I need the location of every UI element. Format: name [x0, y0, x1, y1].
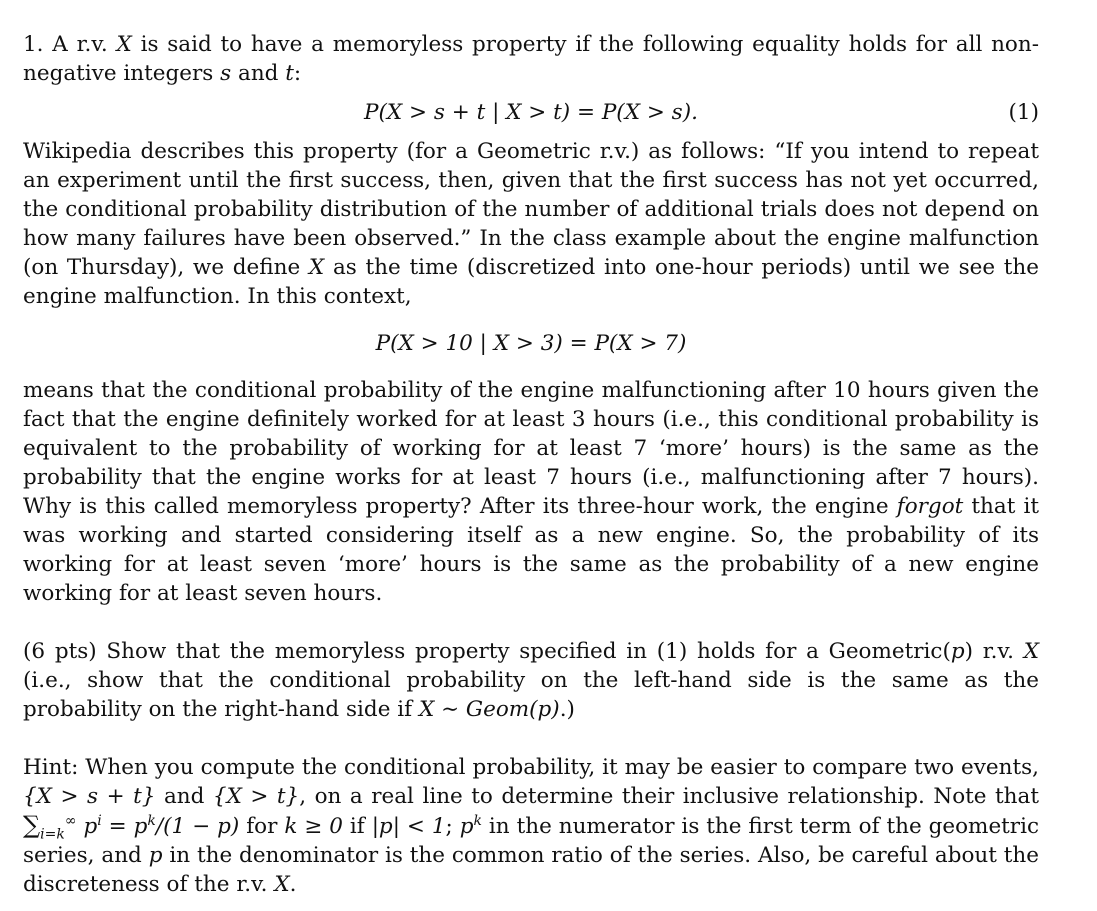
equation-1-label: (1) [1008, 100, 1039, 125]
equation-engine-example: P(X > 10 | X > 3) = P(X > 7) [375, 331, 687, 356]
emphasis-forgot: forgot [896, 494, 964, 519]
problem-number: 1. [23, 32, 44, 57]
problem-intro: 1. A r.v. X is said to have a memoryless property if the following equality holds for all non-negative integers s and t: [23, 32, 1039, 86]
equation-1-body: P(X > s + t | X > t) = P(X > s). [364, 100, 698, 125]
wikipedia-paragraph: Wikipedia describes this property (for a Geometric r.v.) as follows: “If you intend to repeat an experiment until the first success, then, given that the first success has not yet occurred, the conditional probability distribution of the number of additional trials does not depend on how many failures have been observed.” In the class example about the engine malfunction (on Thursday), we define X as the time (discretized into one-hour periods) until we see the engine malfunction. In this context, [23, 139, 1039, 309]
geometric-series-sum: $\sum_{i=k}^\infty$ $p^i = p^k/(1 - p)$ [23, 811, 240, 843]
equation-memoryless [23, 98, 1039, 127]
problem-document [23, 30, 1039, 899]
task-paragraph: (6 pts) Show that the memoryless property specified in (1) holds for a Geometric(p) r.v. X (i.e., show that the conditional probability on the left-hand side is the same as the probability on the right-hand side if X ∼ Geom(p).) [23, 639, 1039, 722]
explanation-paragraph: means that the conditional probability of the engine malfunctioning after 10 hours given the fact that the engine definitely worked for at least 3 hours (i.e., this conditional probability is equivalent to the probability of working for at least 7 ‘more’ hours) is the same as the probability that the engine works for at least 7 hours (i.e., malfunctioning after 7 hours). Why is this called memoryless property? After its three-hour work, the engine forgot that it was working and started considering itself as a new engine. So, the probability of its working for at least seven ‘more’ hours is the same as the probability of a new engine working for at least seven hours. [23, 378, 1039, 606]
hint-paragraph: Hint: When you compute the conditional probability, it may be easier to compare two events, {X > s + t} and {X > t}, on a real line to determine their inclusive relationship. Note that $\sum_{i=k}^\infty$ $p^i = p^k/(1 - p)$ for k ≥ 0 if |p| < 1; $p^k$ in the numerator is the first term of the geometric series, and p in the denominator is the common ratio of the series. Also, be careful about the discreteness of the r.v. X. [23, 755, 1040, 897]
